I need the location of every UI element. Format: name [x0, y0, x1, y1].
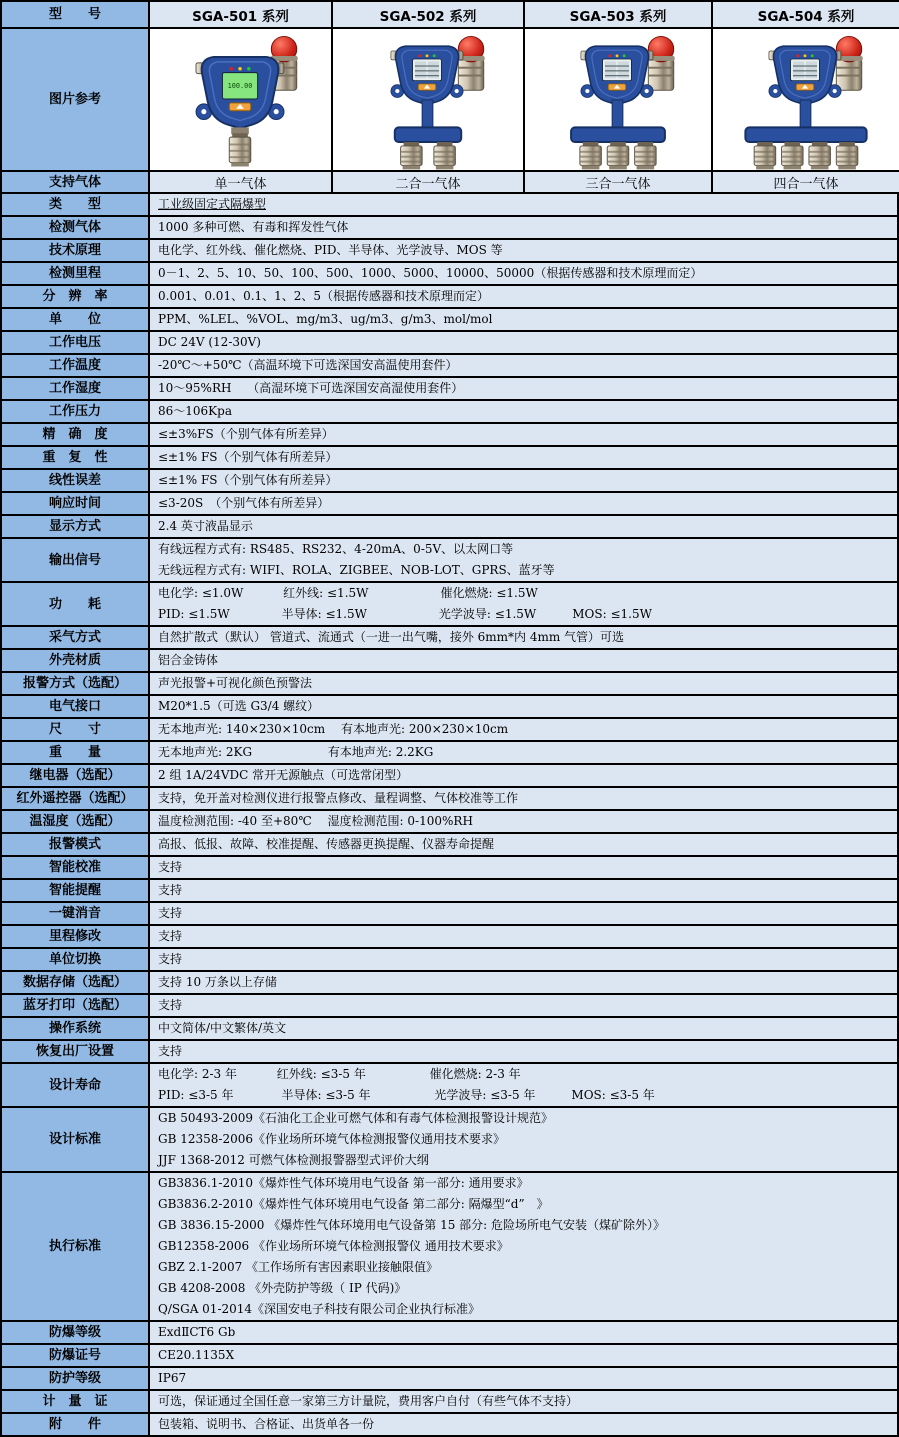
spec-row [2, 650, 899, 673]
spec-value-line: 电化学: 2-3 年 红外线: ≤3-5 年 催化燃烧: 2-3 年 [158, 1067, 521, 1081]
spec-value-line: 2 组 1A/24VDC 常开无源触点（可选常闭型） [158, 768, 409, 782]
spec-row [2, 1018, 899, 1041]
spec-value-line: 无本地声光: 140×230×10cm 有本地声光: 200×230×10cm [158, 722, 509, 736]
spec-row-label: 设计标准 [2, 1108, 150, 1173]
spec-row-value [150, 949, 899, 972]
spec-row [2, 811, 899, 834]
spec-row-label: 恢复出厂设置 [2, 1041, 150, 1064]
spec-row-label: 精 确 度 [2, 424, 150, 447]
spec-value-line: 2.4 英寸液晶显示 [158, 519, 253, 533]
spec-row [2, 673, 899, 696]
spec-row-label: 操作系统 [2, 1018, 150, 1041]
spec-value-line: 支持 [158, 929, 183, 943]
spec-row-label: 重 复 性 [2, 447, 150, 470]
spec-row-value [150, 355, 899, 378]
spec-row-value [150, 765, 899, 788]
spec-value-line: 支持 [158, 883, 183, 897]
spec-row [2, 194, 899, 217]
spec-row-value [150, 880, 899, 903]
spec-row-label: 一键消音 [2, 903, 150, 926]
spec-value-line: 支持 [158, 1044, 183, 1058]
spec-row-label: 输出信号 [2, 539, 150, 583]
spec-row-label: 检测里程 [2, 263, 150, 286]
spec-row-value [150, 401, 899, 424]
product-image-row [2, 29, 899, 172]
spec-row-label: 单位切换 [2, 949, 150, 972]
supported-gas-value: 三合一气体 [525, 172, 713, 194]
spec-value-line: 支持 [158, 998, 183, 1012]
spec-row-value [150, 447, 899, 470]
spec-row-label: 响应时间 [2, 493, 150, 516]
row-label-model-number: 型 号 [2, 2, 150, 29]
spec-row-label: 类 型 [2, 194, 150, 217]
spec-row-value [150, 811, 899, 834]
spec-row-value [150, 834, 899, 857]
spec-row [2, 1064, 899, 1108]
spec-row-value [150, 1322, 899, 1345]
spec-row-label: 附 件 [2, 1414, 150, 1437]
spec-row [2, 378, 899, 401]
spec-row-value [150, 539, 899, 583]
model-header-sga-503: SGA-503 系列 [525, 2, 713, 29]
spec-value-line: 铝合金铸体 [158, 653, 219, 667]
spec-row-label: 执行标准 [2, 1173, 150, 1322]
row-label-supported-gas: 支持气体 [2, 172, 150, 194]
spec-row-label: 工作电压 [2, 332, 150, 355]
spec-row [2, 972, 899, 995]
spec-row-label: 尺 寸 [2, 719, 150, 742]
spec-value-line: ≤±1% FS（个别气体有所差异） [158, 473, 338, 487]
spec-row-value [150, 1368, 899, 1391]
spec-row-label: 温湿度（选配） [2, 811, 150, 834]
spec-row-value [150, 378, 899, 401]
spec-row-value [150, 516, 899, 539]
spec-row-label: 工作温度 [2, 355, 150, 378]
spec-row [2, 1041, 899, 1064]
spec-row [2, 742, 899, 765]
spec-value-line: ≤±3%FS（个别气体有所差异） [158, 427, 334, 441]
spec-row-label: 线性误差 [2, 470, 150, 493]
spec-row-value [150, 1108, 899, 1173]
spec-row [2, 286, 899, 309]
spec-row-value [150, 972, 899, 995]
spec-row-value [150, 696, 899, 719]
model-header-sga-502: SGA-502 系列 [333, 2, 525, 29]
spec-row-label: 电气接口 [2, 696, 150, 719]
spec-row [2, 516, 899, 539]
spec-row [2, 903, 899, 926]
spec-row-label: 继电器（选配） [2, 765, 150, 788]
spec-row [2, 1391, 899, 1414]
spec-row-label: 计 量 证 [2, 1391, 150, 1414]
spec-row [2, 583, 899, 627]
spec-row-value [150, 995, 899, 1018]
spec-row-value [150, 493, 899, 516]
spec-row [2, 470, 899, 493]
spec-row-label: 外壳材质 [2, 650, 150, 673]
spec-row-value [150, 673, 899, 696]
spec-value-line: GB 50493-2009《石油化工企业可燃气体和有毒气体检测报警设计规范》 [158, 1111, 553, 1125]
spec-value-line: 支持 [158, 906, 183, 920]
spec-row [2, 696, 899, 719]
spec-row [2, 949, 899, 972]
spec-value-line: 自然扩散式（默认） 管道式、流通式（一进一出气嘴，接外 6mm*内 4mm 气管）可选 [158, 630, 625, 644]
spec-row-label: 技术原理 [2, 240, 150, 263]
spec-row-value [150, 470, 899, 493]
spec-row-label: 工作压力 [2, 401, 150, 424]
spec-row [2, 788, 899, 811]
spec-value-line: -20℃～+50℃（高温环境下可选深国安高温使用套件） [158, 358, 458, 372]
supported-gas-row [2, 172, 899, 194]
spec-value-line: 中文简体/中文繁体/英文 [158, 1021, 287, 1035]
spec-value-line: GB 3836.15-2000 《爆炸性气体环境用电气设备第 15 部分: 危险场所电气安装（煤矿除外）》 [158, 1218, 666, 1232]
spec-row-value [150, 1064, 899, 1108]
spec-row-value [150, 583, 899, 627]
spec-row-value [150, 1041, 899, 1064]
spec-value-line: PPM、%LEL、%VOL、mg/m3、ug/m3、g/m3、mol/mol [158, 312, 493, 326]
spec-row-value [150, 309, 899, 332]
spec-row-label: 工作湿度 [2, 378, 150, 401]
spec-row-label: 设计寿命 [2, 1064, 150, 1108]
spec-value-line: 10～95%RH （高湿环境下可选深国安高湿使用套件） [158, 381, 464, 395]
spec-row-value [150, 263, 899, 286]
spec-row-value [150, 1018, 899, 1041]
spec-row-value [150, 903, 899, 926]
spec-value-line: M20*1.5（可选 G3/4 螺纹） [158, 699, 320, 713]
spec-row-label: 防护等级 [2, 1368, 150, 1391]
spec-row [2, 995, 899, 1018]
spec-row [2, 627, 899, 650]
spec-row-label: 分 辨 率 [2, 286, 150, 309]
spec-value-line: 支持 [158, 860, 183, 874]
spec-value-line: PID: ≤1.5W 半导体: ≤1.5W 光学波导: ≤1.5W MOS: ≤1.5W [158, 607, 652, 621]
spec-row [2, 1368, 899, 1391]
spec-value-line: 电化学: ≤1.0W 红外线: ≤1.5W 催化燃烧: ≤1.5W [158, 586, 538, 600]
spec-row [2, 355, 899, 378]
spec-row-label: 红外遥控器（选配） [2, 788, 150, 811]
spec-value-line: 支持 10 万条以上存储 [158, 975, 277, 989]
spec-row [2, 1173, 899, 1322]
spec-row-value [150, 217, 899, 240]
spec-value-line: 包装箱、说明书、合格证、出货单各一份 [158, 1417, 375, 1431]
spec-row-value [150, 1173, 899, 1322]
spec-row-label: 单 位 [2, 309, 150, 332]
spec-row-value [150, 627, 899, 650]
spec-row-label: 数据存储（选配） [2, 972, 150, 995]
gas-detector-3-sensor-image [525, 29, 713, 172]
spec-row [2, 539, 899, 583]
spec-value-line: 有线远程方式有: RS485、RS232、4-20mA、0-5V、以太网口等 [158, 542, 514, 556]
spec-row-value [150, 719, 899, 742]
spec-row-label: 智能校准 [2, 857, 150, 880]
spec-row-value [150, 286, 899, 309]
spec-row-value [150, 194, 899, 217]
supported-gas-value: 单一气体 [150, 172, 333, 194]
model-header-row [2, 2, 899, 29]
spec-row-value [150, 788, 899, 811]
spec-row-value [150, 1414, 899, 1437]
spec-row [2, 765, 899, 788]
spec-value-line: 支持 [158, 952, 183, 966]
spec-row-label: 检测气体 [2, 217, 150, 240]
spec-row-label: 报警方式（选配） [2, 673, 150, 696]
spec-value-line: CE20.1135X [158, 1348, 235, 1362]
spec-value-line: 可选，保证通过全国任意一家第三方计量院，费用客户自付（有些气体不支持） [158, 1394, 579, 1408]
spec-row-value [150, 1391, 899, 1414]
svg-text:100.00: 100.00 [227, 82, 252, 91]
spec-value-line: 温度检测范围: -40 至+80℃ 湿度检测范围: 0-100%RH [158, 814, 473, 828]
spec-row-label: 显示方式 [2, 516, 150, 539]
spec-row-label: 防爆等级 [2, 1322, 150, 1345]
spec-value-line: ≤±1% FS（个别气体有所差异） [158, 450, 338, 464]
model-header-sga-501: SGA-501 系列 [150, 2, 333, 29]
spec-row-value [150, 650, 899, 673]
spec-value-line: ExdⅡCT6 Gb [158, 1325, 236, 1339]
model-header-sga-504: SGA-504 系列 [713, 2, 899, 29]
spec-value-line: 高报、低报、故障、校准提醒、传感器更换提醒、仪器寿命提醒 [158, 837, 495, 851]
spec-row-value [150, 926, 899, 949]
spec-row [2, 309, 899, 332]
gas-detector-1-sensor-image [150, 29, 333, 172]
spec-row-label: 报警模式 [2, 834, 150, 857]
spec-row-value [150, 240, 899, 263]
spec-row [2, 424, 899, 447]
spec-row [2, 1322, 899, 1345]
spec-row [2, 401, 899, 424]
spec-row-value [150, 1345, 899, 1368]
spec-value-line: ≤3-20S （个别气体有所差异） [158, 496, 330, 510]
spec-value-line: 无本地声光: 2KG 有本地声光: 2.2KG [158, 745, 434, 759]
spec-value-line: GB3836.2-2010《爆炸性气体环境用电气设备 第二部分: 隔爆型“d” 》 [158, 1197, 549, 1211]
gas-detector-4-sensor-image [713, 29, 899, 172]
spec-row-label: 功 耗 [2, 583, 150, 627]
row-label-image-reference: 图片参考 [2, 29, 150, 172]
spec-value-line: GB12358-2006 《作业场所环境气体检测报警仪 通用技术要求》 [158, 1239, 509, 1253]
spec-value-line: Q/SGA 01-2014《深国安电子科技有限公司企业执行标准》 [158, 1302, 481, 1316]
spec-row-label: 重 量 [2, 742, 150, 765]
spec-row [2, 447, 899, 470]
spec-row-label: 防爆证号 [2, 1345, 150, 1368]
spec-value-line: JJF 1368-2012 可燃气体检测报警器型式评价大纲 [158, 1153, 429, 1167]
spec-row [2, 1345, 899, 1368]
spec-row-value [150, 742, 899, 765]
spec-row [2, 263, 899, 286]
spec-value-line: 0－1、2、5、10、50、100、500、1000、5000、10000、50000（根据传感器和技术原理而定） [158, 266, 703, 280]
spec-row [2, 1414, 899, 1437]
spec-row [2, 719, 899, 742]
spec-value-line: 无线远程方式有: WIFI、ROLA、ZIGBEE、NOB-LOT、GPRS、蓝牙等 [158, 563, 555, 577]
supported-gas-value: 二合一气体 [333, 172, 525, 194]
spec-row [2, 834, 899, 857]
spec-value-line: 声光报警+可视化颜色预警法 [158, 676, 313, 690]
spec-value-line: GB3836.1-2010《爆炸性气体环境用电气设备 第一部分: 通用要求》 [158, 1176, 529, 1190]
spec-row [2, 857, 899, 880]
spec-rows-container [2, 194, 899, 1437]
spec-value-line: 支持，免开盖对检测仪进行报警点修改、量程调整、气体校准等工作 [158, 791, 519, 805]
supported-gas-value: 四合一气体 [713, 172, 899, 194]
gas-detector-2-sensor-image [333, 29, 525, 172]
spec-value-line: GB 4208-2008 《外壳防护等级（ IP 代码)》 [158, 1281, 407, 1295]
spec-row [2, 240, 899, 263]
spec-value-line: DC 24V (12-30V) [158, 335, 261, 349]
spec-row-label: 智能提醒 [2, 880, 150, 903]
spec-row [2, 880, 899, 903]
spec-row-label: 蓝牙打印（选配） [2, 995, 150, 1018]
spec-row [2, 217, 899, 240]
spec-value-line: PID: ≤3-5 年 半导体: ≤3-5 年 光学波导: ≤3-5 年 MOS: ≤3-5 年 [158, 1088, 655, 1102]
spec-value-line: GBZ 2.1-2007 《工作场所有害因素职业接触限值》 [158, 1260, 439, 1274]
spec-row-label: 采气方式 [2, 627, 150, 650]
spec-value-line: GB 12358-2006《作业场所环境气体检测报警仪通用技术要求》 [158, 1132, 505, 1146]
spec-row-label: 里程修改 [2, 926, 150, 949]
spec-value-line: IP67 [158, 1371, 187, 1385]
spec-value-line: 0.001、0.01、0.1、1、2、5（根据传感器和技术原理而定） [158, 289, 490, 303]
spec-row [2, 926, 899, 949]
spec-row [2, 1108, 899, 1173]
spec-row-value [150, 857, 899, 880]
spec-value-line: 86～106Kpa [158, 404, 232, 418]
spec-row-value [150, 332, 899, 355]
spec-value-line: 电化学、红外线、催化燃烧、PID、半导体、光学波导、MOS 等 [158, 243, 503, 257]
spec-value-line: 1000 多种可燃、有毒和挥发性气体 [158, 220, 349, 234]
spec-row [2, 332, 899, 355]
spec-row-value [150, 424, 899, 447]
spec-row [2, 493, 899, 516]
spec-value-line: 工业级固定式隔爆型 [158, 197, 267, 211]
